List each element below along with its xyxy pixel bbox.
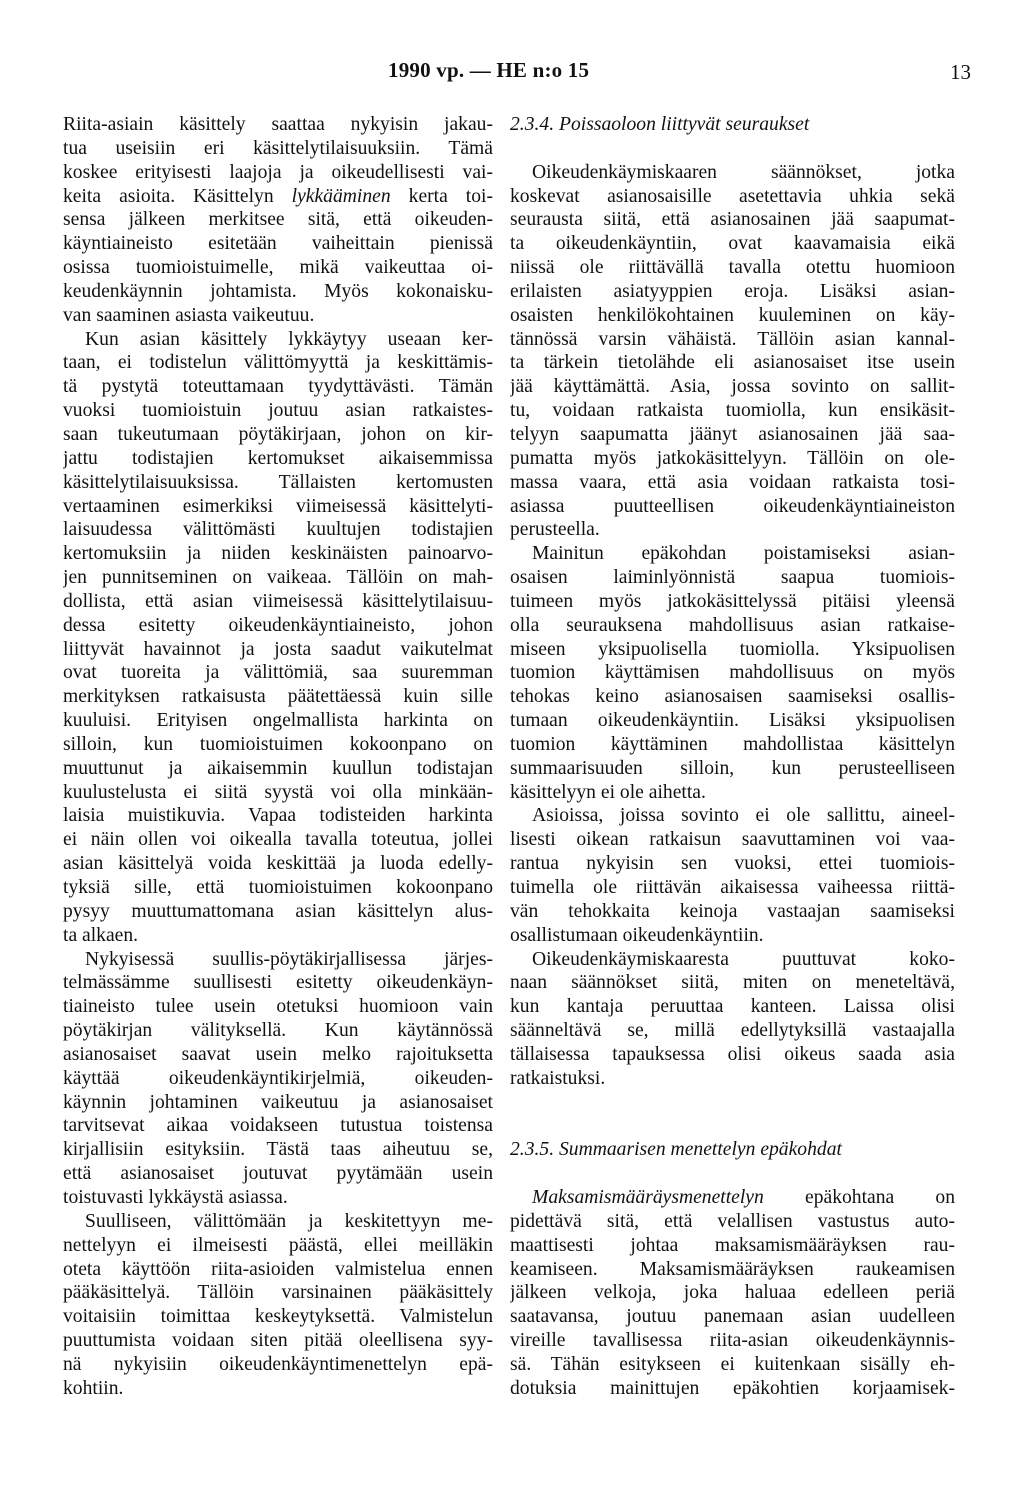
text-line: pysyy muuttumattomana asian käsittelyn alus- [63,900,493,922]
text-line: massa vaara, että asia voidaan ratkaista tosi- [510,471,955,493]
text-line: ta alkaen. [63,924,139,946]
text-line: puuttumista voidaan siten pitää oleellisena syy- [63,1330,493,1352]
text-line: dotuksia mainittujen epäkohtien korjaamisek- [510,1377,955,1399]
text-line: tyksiä sille, että tuomioistuimen kokoonpano [63,877,493,898]
text-line: Riita-asiain käsittely saattaa nykyisin jakau- [63,114,493,135]
text-line-with-italic [63,185,493,209]
text-line: tarvitsevat aikaa voidakseen tutustua toistensa [63,1115,493,1137]
text-line: ta oikeudenkäyntiin, ovat kaavamaisia eikä [510,233,955,255]
text-line: saan tukeutumaan pöytäkirjaan, johon on kir- [63,423,493,445]
italic-term: lykkääminen [291,185,391,207]
text-line: tua useisiin eri käsittelytilaisuuksiin. Tämä [63,137,493,159]
text-line: liittyvät havainnot ja josta saadut vaikutelmat [63,638,493,660]
text-line: silloin, kun tuomioistuimen kokoonpano on [63,733,493,755]
text-line: ta tärkein tietolähde eli asianosaiset itse usein [510,352,955,374]
text-line: tehokas keino asianosaisen saamiseksi osallis- [510,686,955,708]
text-line: erilaisten asiatyyppien eroja. Lisäksi asian- [510,280,955,302]
text-line: asian käsittelyä voida keskittää ja luoda edelly- [63,853,493,875]
text-line: pääkäsittelyä. Tällöin varsinainen pääkäsittely [63,1282,493,1304]
text-line: kohtiin. [63,1377,124,1399]
text-line: muuttunut ja aikaisemmin kuullun todistajan [63,757,493,779]
text-line: käsittelytilaisuuksissa. Tällaisten kertomusten [63,471,493,493]
text-line: koskee erityisesti laajoja ja oikeudellisesti vai- [63,161,493,183]
text-line: Oikeudenkäymiskaaresta puuttuvat koko- [532,948,955,970]
text-line: pöytäkirjan välityksellä. Kun käytännössä [63,1020,493,1042]
text-line: nä nykyisiin oikeudenkäyntimenettelyn epä- [63,1353,493,1375]
text-line: Asioissa, joissa sovinto ei ole sallittu, aineel- [532,805,955,827]
text-line: Kun asian käsittely lykkäytyy useaan ker- [85,328,493,350]
text-line: sä. Tähän esitykseen ei kuitenkaan sisälly eh- [510,1353,955,1375]
text-line: telyyn saapumatta jäänyt asianosainen jää saa- [510,423,955,445]
left-column [63,113,493,1401]
text-line: jattu todistajien kertomukset aikaisemmissa [63,447,493,469]
text-line: niissä ole riittävällä tavalla otettu huomioon [510,257,955,279]
text-line: dollista, että asian viimeisessä käsittelytilaisuu- [63,590,493,612]
text-segment: keita asioita. Käsittelyn [63,185,292,207]
text-line: vireille tavallisessa riita-asian oikeudenkäynnis- [510,1330,955,1352]
text-line: kun kantaja peruuttaa kanteen. Laissa olisi [510,996,955,1018]
text-segment: epäkohtana on [805,1186,955,1208]
text-line: van saaminen asiasta vaikeutuu. [63,304,315,326]
text-line: tu, voidaan ratkaista tuomiolla, kun ensikäsit- [510,400,955,422]
spacer [510,137,955,161]
text-line: olla seurauksena mahdollisuus asian ratkaise- [510,614,955,636]
text-segment: kerta toi- [390,185,493,207]
text-line: ei näin ollen voi oikealla tavalla toteutua, jollei [63,829,493,851]
text-line: tällaisessa tapauksessa olisi oikeus saada asia [510,1043,955,1065]
text-line: asianosaiset saavat usein melko rajoituksetta [63,1043,493,1065]
text-line: keudenkäynnin johtamista. Myös kokonaisku- [63,280,493,302]
text-line: jää käyttämättä. Asia, jossa sovinto on sallit- [510,376,955,398]
text-line: laisia muistikuvia. Vapaa todisteiden harkinta [63,805,493,827]
running-head: 1990 vp. — HE n:o 15 [388,58,590,82]
spacer [510,1162,955,1186]
right-column [510,113,955,1401]
italic-term: Maksamismääräysmenettelyn [532,1186,764,1208]
text-line: vuoksi tuomioistuin joutuu asian ratkaistes- [63,400,493,422]
text-line: Oikeudenkäymiskaaren säännökset, jotka [532,161,955,183]
text-line: osaisten henkilökohtainen kuuleminen on käy- [510,304,955,326]
spacer [510,1114,955,1138]
section-heading: 2.3.4. Poissaoloon liittyvät seuraukset [510,114,810,135]
text-line: summaarisuuden silloin, kun perusteelliseen [510,757,955,779]
text-line: koskevat asianosaisille asetettavia uhkia sekä [510,185,955,207]
section-heading: 2.3.5. Summaarisen menettelyn epäkohdat [510,1139,842,1161]
text-line: oteta käyttöön riita-asioiden valmistelua ennen [63,1258,493,1280]
text-line: voitaisiin toimittaa keskeytyksettä. Valmistelun [63,1306,493,1328]
text-line: käyttää oikeudenkäyntikirjelmiä, oikeuden- [63,1067,493,1089]
page-number: 13 [950,60,971,84]
text-line: tuimeen myös jatkokäsittelyssä pitäisi yleensä [510,590,955,612]
text-line: saatavansa, joutuu panemaan asian uudelleen [510,1306,955,1328]
text-line: säänneltävä se, millä edellytyksillä vastaajalla [510,1020,955,1042]
text-line: naan säännökset siitä, miten on meneteltävä, [510,972,955,994]
text-line: osallistumaan oikeudenkäyntiin. [510,924,764,946]
text-line: tännössä varsin vähäistä. Tällöin asian kannal- [510,328,955,350]
text-line: rantua nykyisin sen vuoksi, ettei tuomiois- [510,853,955,875]
text-line: käynnin johtaminen vaikeutuu ja asianosaiset [63,1091,493,1113]
text-line: kuuluisi. Erityisen ongelmallista harkinta on [63,710,493,732]
text-line: taan, ei todistelun välittömyyttä ja keskittämis- [63,352,493,374]
text-line: perusteella. [510,519,600,541]
text-line: jen punnitseminen on vaikeaa. Tällöin on mah- [63,567,493,589]
text-line: maattisesti johtaa maksamismääräyksen rau- [510,1234,955,1256]
text-line: nettelyyn ei ilmeisesti päästä, ellei meilläkin [63,1234,493,1256]
text-line: osissa tuomioistuimelle, mikä vaikeuttaa oi- [63,257,493,279]
text-line: Mainitun epäkohdan poistamiseksi asian- [532,543,955,565]
text-line: telmässämme suullisesti esitetty oikeudenkäyn- [63,972,493,994]
text-line: kertomuksiin ja niiden keskinäisten painoarvo- [63,543,493,565]
text-line: seurausta siitä, että asianosainen jää saapumat- [510,209,955,231]
text-line: lisesti oikean ratkaisun saavuttaminen voi vaa- [510,829,955,851]
text-line: vän tehokkaita keinoja vastaajan saamiseksi [510,900,955,922]
text-line: osaisen laiminlyönnistä saapua tuomiois- [510,567,955,589]
text-line: että asianosaiset joutuvat pyytämään usein [63,1163,493,1185]
text-line: kirjallisiin esityksiin. Tästä taas aiheutuu se, [63,1139,493,1161]
text-line: tumaan oikeudenkäyntiin. Lisäksi yksipuolisen [510,710,955,732]
text-line: ratkaistuksi. [510,1067,606,1089]
text-line: tiaineisto tulee usein otetuksi huomioon vain [63,996,493,1018]
text-line: dessa esitetty oikeudenkäyntiaineisto, johon [63,614,493,636]
text-line: Nykyisessä suullis-pöytäkirjallisessa järjes- [85,948,493,970]
text-line: miseen yksipuolisella tuomiolla. Yksipuolisen [510,638,955,660]
text-line-with-italic [510,1186,955,1210]
text-line: jälkeen velkoja, joka haluaa edelleen periä [510,1282,955,1304]
text-line: kuulustelusta ei siitä syystä voi olla minkään- [63,781,493,803]
text-line: merkityksen ratkaisusta päätettäessä kuin sille [63,686,493,708]
text-line: tuomion käyttäminen mahdollistaa käsittelyn [510,733,955,755]
text-line: pumatta myös jatkokäsittelyyn. Tällöin on ole- [510,447,955,469]
text-line: tuomion käyttämisen mahdollisuus on myös [510,662,955,684]
text-line: laisuudessa välittömästi kuultujen todistajien [63,519,493,541]
text-line: pidettävä sitä, että velallisen vastustus auto- [510,1210,955,1232]
text-line: tä pystytä toteuttamaan tyydyttävästi. Tämän [63,376,493,398]
text-line: käsittelyyn ei ole aihetta. [510,781,706,803]
text-line: sensa jälkeen merkitsee sitä, että oikeuden- [63,209,493,231]
text-line: tuimella ole riittävän aikaisessa vaiheessa riittä- [510,877,955,898]
page-header [0,58,1024,88]
text-line: toistuvasti lykkäystä asiassa. [63,1186,288,1208]
text-line: vertaaminen esimerkiksi viimeisessä käsittelyti- [63,495,493,517]
spacer [510,1091,955,1115]
text-line: keamiseen. Maksamismääräyksen raukeamisen [510,1258,955,1280]
text-line: asiassa puutteellisen oikeudenkäyntiaineiston [510,495,955,517]
text-line: käyntiaineisto esitetään vaiheittain pienissä [63,233,493,255]
text-line: ovat tuoreita ja välittömiä, saa suuremman [63,662,493,684]
text-line: Suulliseen, välittömään ja keskitettyyn me- [85,1210,493,1232]
